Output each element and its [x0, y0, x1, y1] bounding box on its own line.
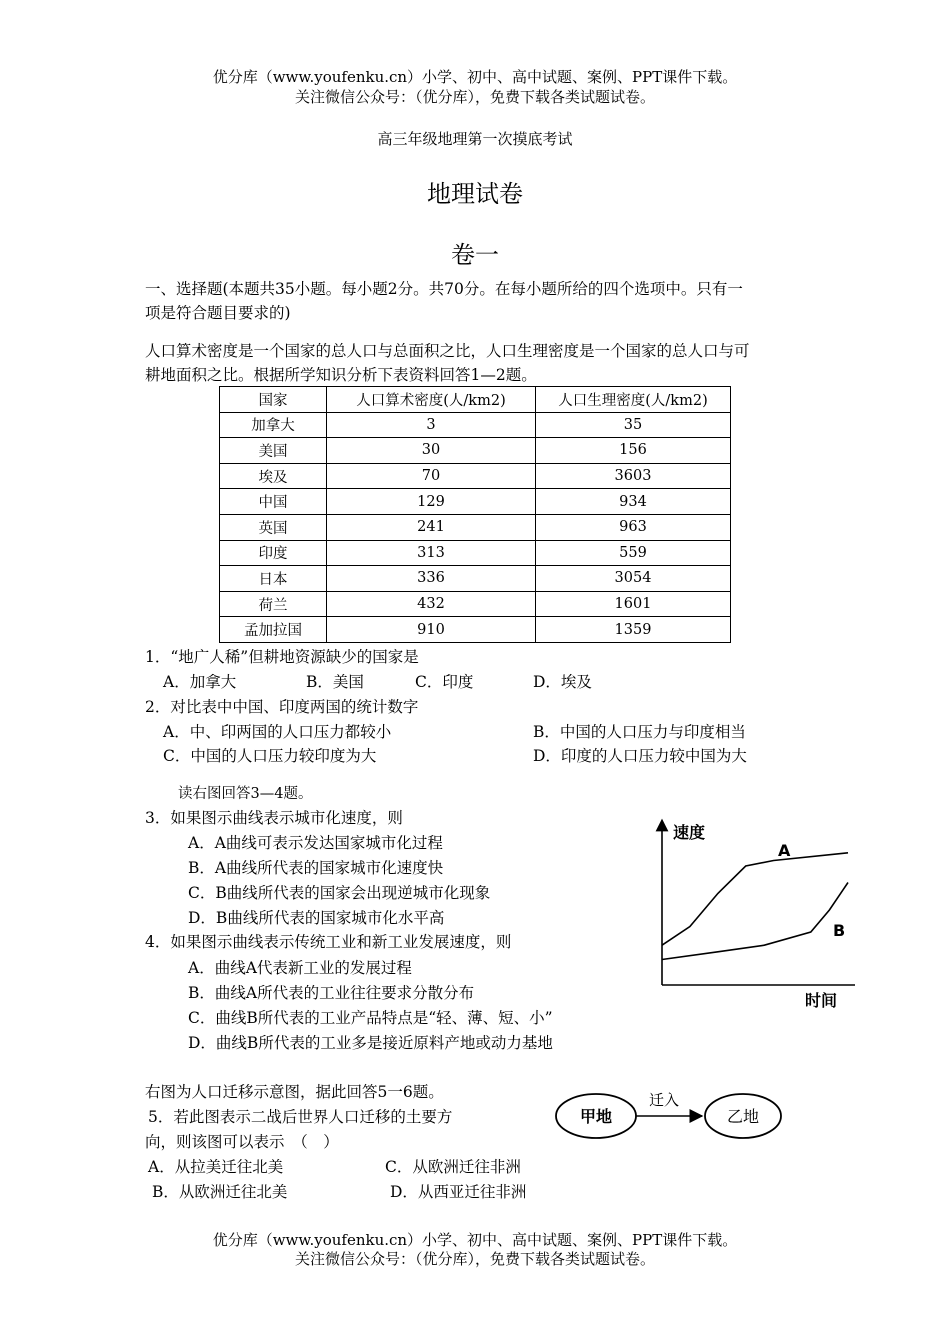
table-row [220, 617, 731, 643]
destination-label: 乙地 [726, 1107, 760, 1126]
cell-physiological: 3603 [536, 463, 731, 489]
cell-physiological: 156 [536, 438, 731, 464]
cell-arithmetic: 432 [327, 591, 536, 617]
cell-country: 孟加拉国 [220, 617, 327, 643]
q2-option-d: D．印度的人口压力较中国为大 [533, 747, 747, 765]
curve-b-label: B [833, 921, 846, 940]
header-physiological-density: 人口生理密度(人/km2) [536, 387, 731, 413]
cell-arithmetic: 313 [327, 540, 536, 566]
paper-title: 地理试卷 [427, 180, 523, 208]
population-density-table [219, 386, 731, 643]
cell-physiological: 3054 [536, 566, 731, 592]
q1-option-b: B．美国 [306, 673, 364, 691]
q1-option-c: C．印度 [415, 673, 474, 691]
cell-country: 埃及 [220, 463, 327, 489]
cell-physiological: 1359 [536, 617, 731, 643]
q3-option-a: A．A曲线可表示发达国家城市化过程 [188, 834, 443, 852]
origin-label: 甲地 [579, 1107, 613, 1126]
table-row [220, 463, 731, 489]
volume-title: 卷一 [451, 241, 499, 269]
header-arithmetic-density: 人口算术密度(人/km2) [327, 387, 536, 413]
q4-option-d: D．曲线B所代表的工业多是接近原料产地或动力基地 [188, 1034, 553, 1052]
cell-country: 加拿大 [220, 412, 327, 438]
cell-country: 印度 [220, 540, 327, 566]
q5-option-d: D．从西亚迁往非洲 [390, 1183, 527, 1201]
intro-line-1: 人口算术密度是一个国家的总人口与总面积之比，人口生理密度是一个国家的总人口与可 [145, 342, 750, 360]
speed-time-chart [645, 815, 860, 1015]
q1-option-d: D．埃及 [533, 673, 592, 691]
cell-country: 美国 [220, 438, 327, 464]
table-row [220, 438, 731, 464]
cell-physiological: 35 [536, 412, 731, 438]
migration-intro: 右图为人口迁移示意图，据此回答5一6题。 [145, 1083, 444, 1101]
curve-a [662, 853, 848, 945]
cell-arithmetic: 910 [327, 617, 536, 643]
footer-line-2: 关注微信公众号：（优分库），免费下载各类试题试卷。 [294, 1250, 655, 1268]
cell-country: 英国 [220, 514, 327, 540]
cell-arithmetic: 129 [327, 489, 536, 515]
cell-physiological: 559 [536, 540, 731, 566]
q2-stem: 2．对比表中中国、印度两国的统计数字 [145, 698, 419, 716]
q5-option-c: C．从欧洲迁往非洲 [385, 1158, 521, 1176]
footer-line-1: 优分库（www.youfenku.cn）小学、初中、高中试题、案例、PPT课件下载。 [212, 1231, 738, 1249]
q3-option-c: C．B曲线所代表的国家会出现逆城市化现象 [188, 884, 491, 902]
q4-option-a: A．曲线A代表新工业的发展过程 [188, 959, 412, 977]
curve-a-label: A [778, 841, 791, 860]
cell-country: 日本 [220, 566, 327, 592]
q2-option-a: A．中、印两国的人口压力都较小 [163, 723, 392, 741]
q4-option-b: B．曲线A所代表的工业往往要求分散分布 [188, 984, 475, 1002]
table-row [220, 412, 731, 438]
table-row [220, 591, 731, 617]
q4-option-c: C．曲线B所代表的工业产品特点是“轻、薄、短、小” [188, 1009, 553, 1027]
q2-option-b: B．中国的人口压力与印度相当 [533, 723, 746, 741]
q2-option-c: C．中国的人口压力较印度为大 [163, 747, 377, 765]
q5-option-a: A．从拉美迁往北美 [148, 1158, 284, 1176]
migration-diagram [550, 1085, 790, 1145]
table-row [220, 566, 731, 592]
q5-stem-line-1: 5．若此图表示二战后世界人口迁移的土要方 [148, 1108, 453, 1126]
table-header-row [220, 387, 731, 413]
arrow-label: 迁入 [648, 1091, 680, 1109]
table-row [220, 489, 731, 515]
q1-stem: 1．“地广人稀”但耕地资源缺少的国家是 [145, 648, 419, 666]
intro-line-2: 耕地面积之比。根据所学知识分析下表资料回答1—2题。 [145, 366, 537, 384]
q1-option-a: A．加拿大 [163, 673, 237, 691]
cell-physiological: 1601 [536, 591, 731, 617]
table-row [220, 514, 731, 540]
cell-country: 中国 [220, 489, 327, 515]
cell-arithmetic: 241 [327, 514, 536, 540]
header-line-1: 优分库（www.youfenku.cn）小学、初中、高中试题、案例、PPT课件下载。 [212, 68, 738, 86]
section-instruction-line-2: 项是符合题目要求的) [145, 304, 291, 322]
cell-arithmetic: 70 [327, 463, 536, 489]
q3-option-b: B．A曲线所代表的国家城市化速度快 [188, 859, 444, 877]
cell-arithmetic: 3 [327, 412, 536, 438]
y-axis-label: 速度 [673, 823, 706, 842]
header-line-2: 关注微信公众号：（优分库），免费下载各类试题试卷。 [294, 88, 655, 106]
cell-physiological: 963 [536, 514, 731, 540]
read-right-instruction: 读右图回答3—4题。 [178, 786, 313, 802]
curve-b [662, 883, 848, 960]
q3-stem: 3．如果图示曲线表示城市化速度，则 [145, 809, 403, 827]
cell-physiological: 934 [536, 489, 731, 515]
x-axis-label: 时间 [805, 991, 838, 1010]
q3-option-d: D．B曲线所代表的国家城市化水平高 [188, 909, 445, 927]
table-row [220, 540, 731, 566]
q5-stem-line-2: 向，则该图可以表示 （ ） [145, 1133, 339, 1151]
header-country: 国家 [220, 387, 327, 413]
cell-country: 荷兰 [220, 591, 327, 617]
exam-name: 高三年级地理第一次摸底考试 [377, 130, 573, 148]
cell-arithmetic: 336 [327, 566, 536, 592]
cell-arithmetic: 30 [327, 438, 536, 464]
q5-option-b: B．从欧洲迁往北美 [152, 1183, 288, 1201]
section-instruction-line-1: 一、选择题(本题共35小题。每小题2分。共70分。在每小题所给的四个选项中。只有一 [145, 280, 743, 298]
q4-stem: 4．如果图示曲线表示传统工业和新工业发展速度，则 [145, 933, 512, 951]
